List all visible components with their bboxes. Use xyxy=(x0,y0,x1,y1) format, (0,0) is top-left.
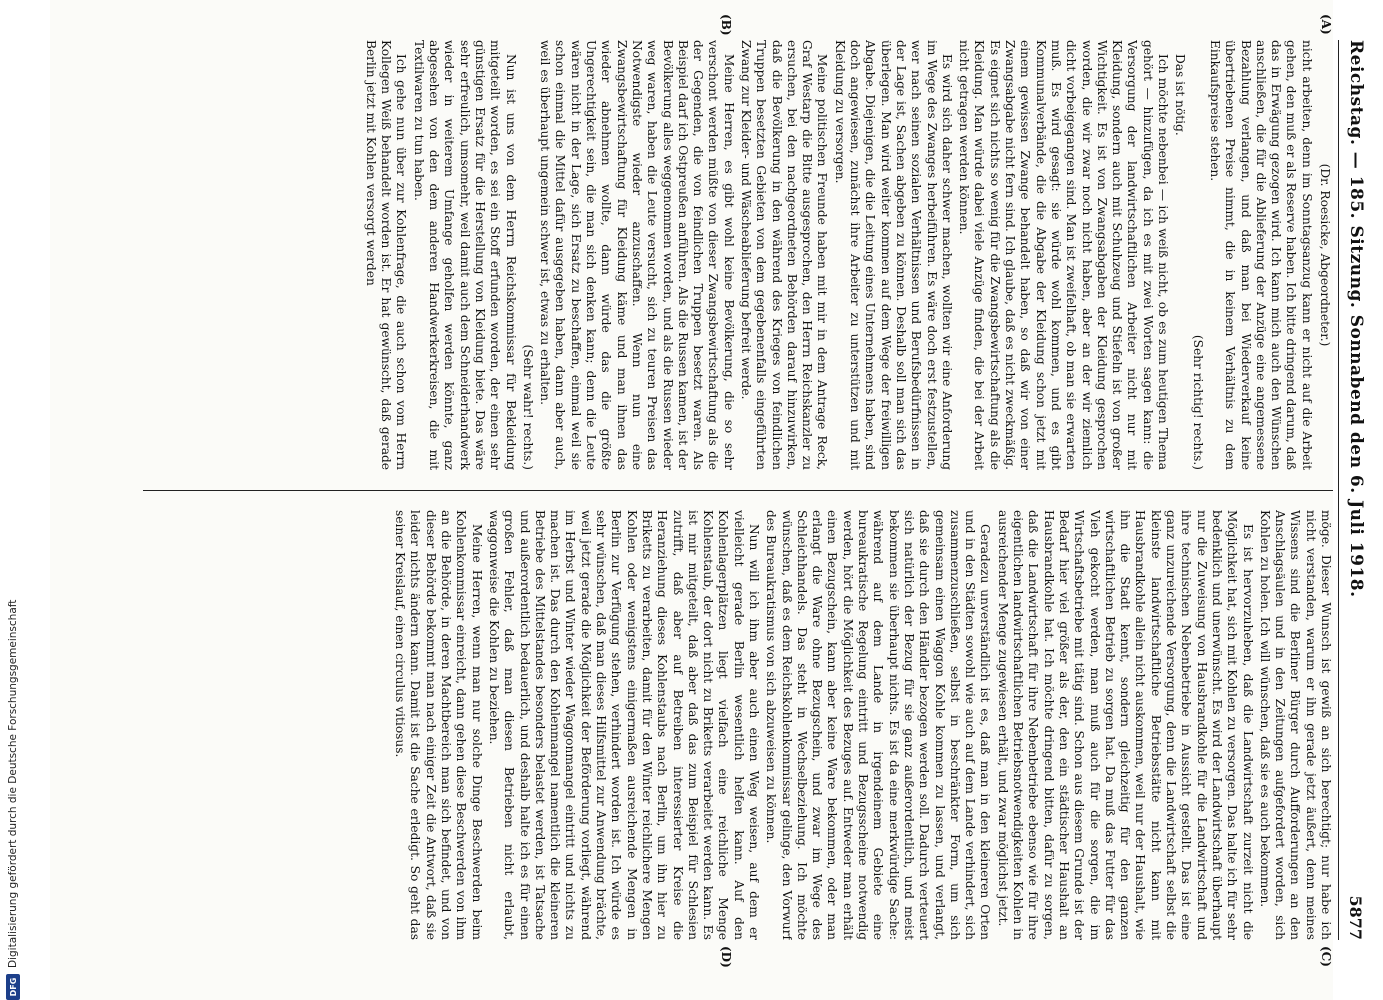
paragraph: möge. Dieser Wunsch ist gewiß an sich berechtigt; nur habe ich nicht verstanden, warum er ihn gerade jetzt äußert, denn meines Wissens sind die Berliner Bürger durch Aufforderungen an den Anschlagsäulen und in den Zeitungen aufgefordert worden, sich Kohlen zu holen. Ich will wünschen, daß sie es auch bekommen. xyxy=(1257,510,1333,940)
paragraph: Ich möchte nebenbei — ich weiß nicht, ob es zum heutigen Thema gehört — hinzufügen, da ich es mit zwei Worten sagen kann: die Versorgung der landwirtschaftlichen Arbeiter nicht nur mit Kleidung, sondern auch mit Schuhzeug und Stiefeln ist von großer Wichtigkeit. Es ist von Zwangsabgaben der Kleidung gesprochen worden, die wir zwar noch nicht haben, aber an der wir ziemlich dicht vorbeigegangen sind. Man ist zweifelhaft, ob man sie erwarten muß. Es wird gesagt: sie würde wohl kommen, und es gibt Kommunalverbände, die die Abgabe der Kleidung schon jetzt mit einem gewissen Zwange behandelt haben, so daß wir von einer Zwangsabgabe nicht fern sind. Ich glaube, daß es nicht zweckmäßig. Es eignet sich nichts so wenig für die Zwangsbewirtschaftung als die Kleidung. Man würde dabei viele Anzüge finden, die bei der Arbeit nicht getragen werden können. xyxy=(957,40,1171,470)
paragraph: Meine politischen Freunde haben mit mir in dem Antrage Reck, Graf Westarp die Bitte ausgesprochen, den Herrn Reichskanzler zu ersuchen, bei den nachgeordneten Behörden darauf hinzuwirken, daß die Bevölkerung in den während des Krieges von feindlichen Truppen besetzten Gebieten von dem gegebenenfalls eingeführten Zwang zur Kleider- und Wäscheablieferung befreit werde. xyxy=(739,40,830,470)
paragraph: Ich gehe nun über zur Kohlenfrage, die auch schon vom Herrn Kollegen Weiß behandelt worden ist. Er hat gewünscht, daß gerade Berlin jetzt mit Kohlen versorgt werden xyxy=(363,40,409,470)
rotated-page-content xyxy=(133,14,1373,968)
marker-d: (D) xyxy=(719,946,733,968)
paragraph: Meine Herren, es gibt wohl keine Bevölkerung, die so sehr verschont werden müßte von dieser Zwangsbewirtschaftung als die der Gegenden, die von feindlichen Truppen besetzt waren. Als Beispiel darf ich Ostpreußen anführen. Als die Russen kamen, ist der Bevölkerung alles weggenommen worden, und als die Russen wieder weg waren, haben die Leute versucht, sich zu teuren Preisen das Notwendigste wieder anzuschaffen. Wenn nun eine Zwangsbewirtschaftung für Kleidung käme und man ihnen das wieder abnehmen wollte, dann würde das die größte Ungerechtigkeit sein, die man sich denken kann; denn die Leute wären nicht in der Lage, sich Ersatz zu beschaffen, einmal weil sie schon einmal die Mittel dafür ausgegeben haben, dann aber auch, weil es überhaupt ungemein schwer ist, etwas zu erhalten. xyxy=(538,40,736,470)
paragraph: Geradezu unverständlich ist es, daß man in den kleineren Orten und in den Städten sowohl wie auch auf dem Lande verhindert, sich zusammenzuschließen, selbst in beschränkter Form, um sich gemeinsam einen Waggon Kohle kommen zu lassen, und verlangt, daß sie durch den Händler bezogen werden soll. Dadurch verteuert sich natürlich der Bezug für sie ganz außerordentlich, und meist bekommen sie überhaupt nichts. Es ist da eine merkwürdige Sache: während auf dem Lande in irgendeinem Gebiete eine bureaukratische Regelung eintritt und Bezugsscheine notwendig werden, hört die Möglichkeit des Bezuges auf. Entweder man erhält einen Bezugschein, kann aber keine Ware bekommen, oder man erlangt die Ware ohne Bezugschein, und zwar im Wege des Schleichhandels. Das steht in Wechselbeziehung. Ich möchte wünschen, daß es dem Reichskohlenkommissar gelinge, den Vorwurf des Bureaukratismus von sich abzuweisen zu können. xyxy=(764,510,993,940)
attribution-strip xyxy=(0,0,46,1000)
attribution-text: Digitalisierung gefördert durch die Deutsche Forschungsgemeinschaft xyxy=(7,599,19,968)
scanned-page xyxy=(50,0,1366,1000)
page-header xyxy=(1338,40,1373,940)
column-divider xyxy=(143,490,1333,491)
marker-c: (C) xyxy=(1319,946,1333,967)
page-number: 5877 xyxy=(1346,895,1366,940)
marker-b: (B) xyxy=(719,14,733,36)
paragraph: Es wird sich daher schwer machen, wollten wir eine Anforderung im Wege des Zwanges herbeiführen. Es wäre doch erst festzustellen, wer nach seinen sozialen Verhältnissen und Berufsbedürfnissen in der Lage ist, Sachen abgeben zu können. Deshalb soll man sich das überlegen. Man wird weiter kommen auf dem Wege der freiwilligen Abgabe. Diejenigen, die die Leitung eines Unternehmens haben, sind doch angewiesen, zunächst ihre Arbeiter zu unterstützen und mit Kleidung zu versorgen. xyxy=(832,40,954,470)
dfg-logo: DFG xyxy=(6,974,20,1000)
applause: (Sehr richtig! rechts.) xyxy=(1190,334,1205,470)
paragraph: Es ist hervorzuheben, daß die Landwirtschaft zurzeit nicht die Möglichkeit hat, sich mit Kohlen zu versorgen. Das halte ich für sehr bedenklich und unerwünscht. Es wird der Landwirtschaft überhaupt nur die Zuweisung von Hausbrandkohle für die Landwirtschaft und ihre technischen Nebenbetriebe in Aussicht gestellt. Das ist eine ganz unzureichende Versorgung, denn die Landwirtschaft selbst die kleinste landwirtschaftliche Betriebsstätte nicht kann mit Hausbrandkohle allein nicht auskommen, weil nur der Haushalt, wie ihn die Stadt kennt, sondern gleichzeitig für den ganzen wirtschaftlichen Betrieb zu sorgen hat. Da muß das Futter für das Vieh gekocht werden, man muß auch für die sorgen, die im Wirtschaftsbetriebe mit tätig sind. Schon aus diesem Grunde ist der Bedarf hier viel größer als der, den ein städtischer Haushalt an Hausbrandkohle hat. Ich möchte dringend bitten, dafür zu sorgen, daß die Landwirtschaft für ihre Nebenbetriebe ebenso wie für ihre eigentlichen landwirtschaftlichen Betriebsnotwendigkeiten Kohlen in ausreichender Menge zugewiesen erhält, und zwar möglichst jetzt. xyxy=(995,510,1255,940)
applause: (Sehr wahr! rechts.) xyxy=(520,344,535,470)
paragraph: Nun will ich ihm aber auch einen Weg weisen, auf dem er vielleicht gerade Berlin wesentlich helfen kann. Auf den Kohlenlagerplätzen liegt vielfach eine reichliche Menge Kohlenstaub, der dort nicht zu Briketts verarbeitet werden kann. Es ist mir mitgeteilt, daß aber daß das zum Beispiel für Schlesien zutrifft, daß aber auf Betreiben interessierter Kreise die Heranziehung dieses Kohlenstaubs nach Berlin, um ihn hier zu Briketts zu verarbeiten, damit für den Winter reichlichere Mengen Kohlen oder wenigstens einigermaßen ausreichende Mengen in Berlin zur Verfügung stehen, verhindert worden ist. Ich würde es sehr wünschen, daß man dieses Hilfsmittel zur Anwendung brächte, weil jetzt gerade die Möglichkeit der Beförderung vorliegt, während im Herbst und Winter wieder Waggonmangel eintritt und nichts zu machen ist. Das durch den Kohlenmangel namentlich die kleineren Betriebe des Mittelstandes besonders belastet werden, ist Tatsache und außerordentlich bedauerlich, und deshalb halte ich es für einen großen Fehler, daß man diesen Betrieben nicht erlaubt, waggonweise die Kohlen zu beziehen. xyxy=(486,510,762,940)
paragraph: Das ist nötig. xyxy=(1173,54,1188,136)
speaker-line: (Dr. Roesicke, Abgeordneter.) xyxy=(1318,163,1332,347)
right-column xyxy=(143,510,1333,940)
text-columns xyxy=(143,14,1333,968)
header-title: Reichstag. — 185. Sitzung. Sonnabend den 6. Juli 1918. xyxy=(1346,40,1366,598)
paragraph: Nun ist uns von dem Herrn Reichskommissar für Bekleidung mitgeteilt worden, es sei ein Stoff erfunden worden, der einen sehr günstigen Ersatz für die Herstellung von Kleidung biete. Das wäre sehr erfreulich, umsomehr, weil damit auch dem Schneiderhandwerk wieder in weiterem Umfange geholfen werden könnte, ganz abgesehen von den dem anderen Handwerkerkreisen, die mit Textilwaren zu tun haben. xyxy=(411,40,518,470)
left-column xyxy=(143,40,1333,470)
paragraph: Meine Herren, wenn man nur solche Dinge Beschwerden beim Kohlenkommissar einreicht, dann gehen diese Beschwerden von ihm an die Behörde, in deren Machtbereich man sich befindet, und von dieser Behörde bekommt man nach einiger Zeit die Antwort, daß sie leider nichts ändern kann. Damit ist die Sache erledigt. So geht das seiner Kreislauf, einen circulus vitiosus. xyxy=(393,510,484,940)
marker-a: (A) xyxy=(1319,14,1333,35)
paragraph: nicht arbeiten, denn im Sonntagsanzug kann er nicht auf die Arbeit gehen, den muß er als Reserve haben. Ich bitte dringend darum, daß das in Erwägung gezogen wird. Ich kann mich auch den Wünschen anschließen, die für die Ablieferung der Anzüge eine angemessene Bezahlung verlangen, und daß man bei Wiederverkauf keine übertriebenen Preise nimmt, die in keinem Verhältnis zu dem Einkaufspreise stehen. xyxy=(1207,40,1314,470)
attribution xyxy=(4,300,22,1000)
